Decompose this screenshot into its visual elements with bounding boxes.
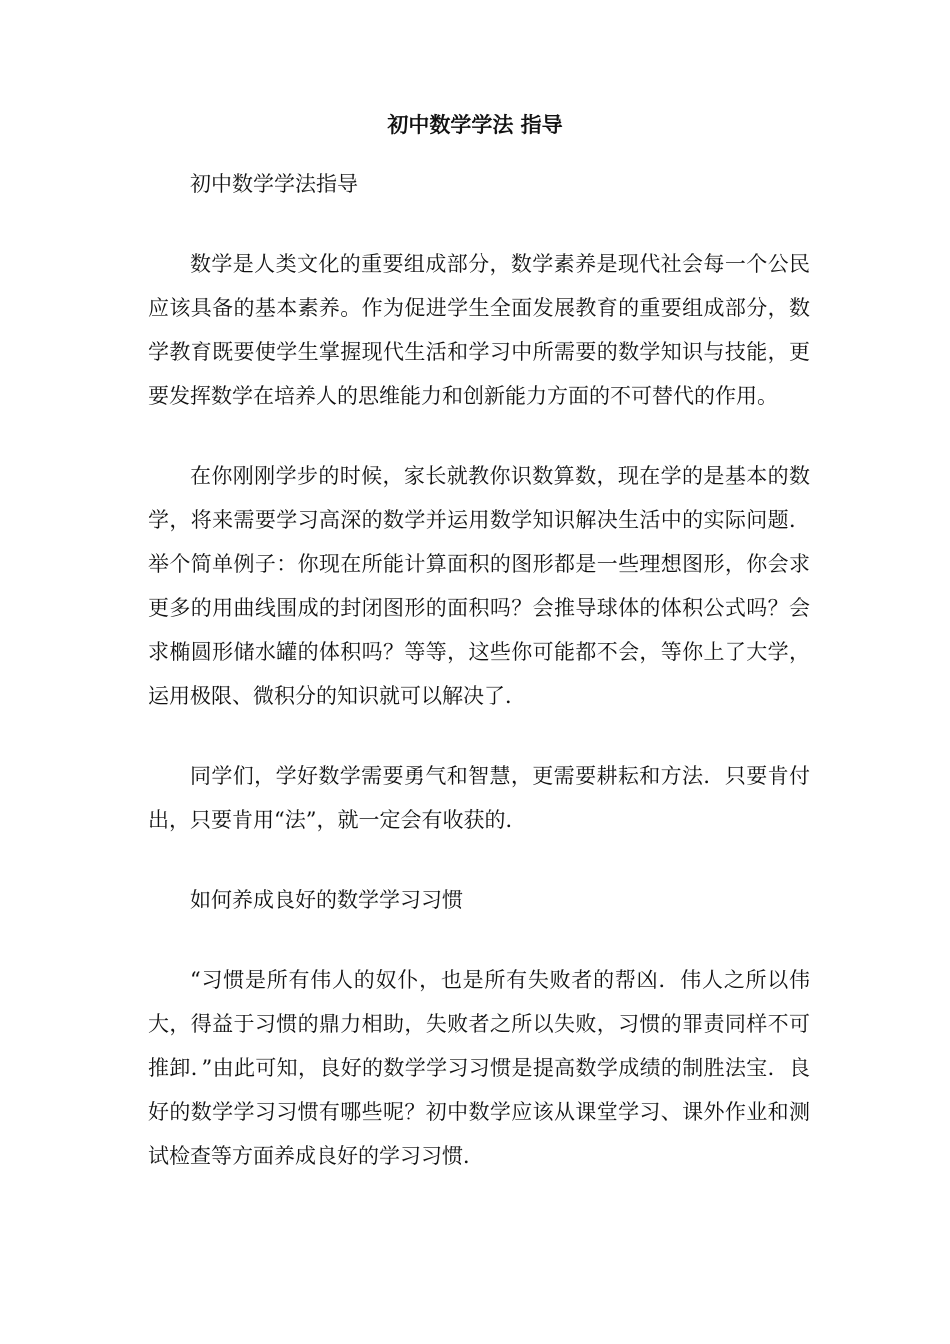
document-subtitle: 初中数学学法指导 [190,172,358,196]
spacer [148,418,810,454]
paragraph-example: 在你刚刚学步的时候，家长就教你识数算数，现在学的是基本的数学，将来需要学习高深的数学并运用数学知识解决生活中的实际问题．举个简单例子：你现在所能计算面积的图形都是一些理想图形，你会求更多的用曲线围成的封闭图形的面积吗？会推导球体的体积公式吗？会求椭圆形储水罐的体积吗？等等，这些你可能都不会，等你上了大学，运用极限、微积分的知识就可以解决了． [148,464,810,708]
paragraph-intro: 数学是人类文化的重要组成部分，数学素养是现代社会每一个公民应该具备的基本素养。作为促进学生全面发展教育的重要组成部分，数学教育既要使学生掌握现代生活和学习中所需要的数学知识与技能，更要发挥数学在培养人的思维能力和创新能力方面的不可替代的作用。 [148,252,810,408]
document-title: 初中数学学法 指导 [387,113,563,137]
document-body [148,162,810,1178]
section-heading: 如何养成良好的数学学习习惯 [190,888,463,912]
paragraph-encouragement: 同学们，学好数学需要勇气和智慧，更需要耕耘和方法．只要肯付出，只要肯用“法”，就一定会有收获的． [148,764,810,832]
spacer [148,206,810,242]
spacer [148,922,810,958]
paragraph-habits: “习惯是所有伟人的奴仆，也是所有失败者的帮凶．伟人之所以伟大，得益于习惯的鼎力相助，失败者之所以失败，习惯的罪责同样不可推卸．”由此可知，良好的数学学习习惯是提高数学成绩的制胜法宝．良好的数学学习习惯有哪些呢？初中数学应该从课堂学习、课外作业和测试检查等方面养成良好的学习习惯． [148,968,810,1168]
spacer [148,718,810,754]
spacer [148,842,810,878]
